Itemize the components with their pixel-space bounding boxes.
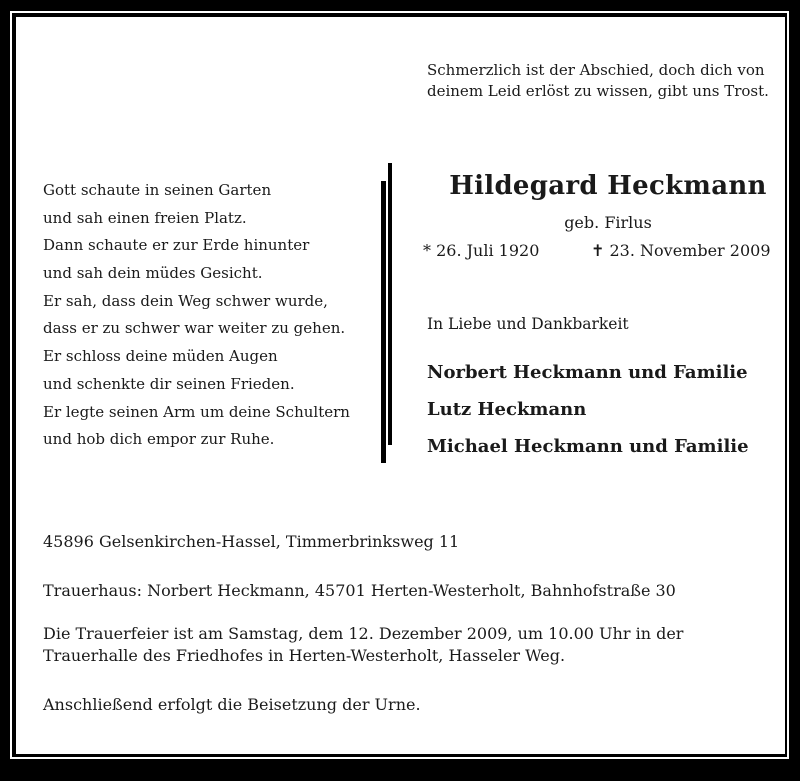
birth-date: * 26. Juli 1920 (423, 241, 540, 260)
mourning-house: Trauerhaus: Norbert Heckmann, 45701 Herten-Westerholt, Bahnhofstraße 30 (43, 581, 676, 600)
poem-line: Er sah, dass dein Weg schwer wurde, (43, 291, 328, 310)
deceased-address: 45896 Gelsenkirchen-Hassel, Timmerbrinksweg 11 (43, 532, 460, 551)
motto-line: Schmerzlich ist der Abschied, doch dich von (427, 61, 765, 79)
ceremony-details (43, 623, 683, 667)
poem-line: Er schloss deine müden Augen (43, 347, 278, 366)
dedication: In Liebe und Dankbarkeit (427, 315, 629, 333)
motto-line: deinem Leid erlöst zu wissen, gibt uns Trost. (427, 82, 769, 100)
motto-quote (427, 60, 769, 102)
poem-line: und schenkte dir seinen Frieden. (43, 374, 295, 393)
poem-line: Dann schaute er zur Erde hinunter (43, 236, 310, 255)
maiden-name: geb. Firlus (564, 213, 652, 232)
mourner-name: Lutz Heckmann (427, 399, 587, 420)
poem-line: und hob dich empor zur Ruhe. (43, 430, 275, 449)
ceremony-line: Trauerhalle des Friedhofes in Herten-Westerholt, Hasseler Weg. (43, 646, 566, 665)
poem-line: und sah dein müdes Gesicht. (43, 264, 263, 283)
mourner-name: Michael Heckmann und Familie (427, 436, 749, 457)
poem-line: dass er zu schwer war weiter zu gehen. (43, 319, 346, 338)
death-date: ✝ 23. November 2009 (591, 241, 771, 260)
mourner-name: Norbert Heckmann und Familie (427, 362, 748, 383)
burial-note: Anschließend erfolgt die Beisetzung der Urne. (43, 695, 421, 714)
poem (43, 177, 350, 454)
poem-line: und sah einen freien Platz. (43, 208, 247, 227)
poem-line: Gott schaute in seinen Garten (43, 181, 272, 199)
ceremony-line: Die Trauerfeier ist am Samstag, dem 12. Dezember 2009, um 10.00 Uhr in der (43, 624, 684, 643)
vertical-divider-right (388, 163, 392, 445)
vertical-divider-left (381, 181, 386, 463)
obituary-notice (16, 17, 785, 754)
poem-line: Er legte seinen Arm um deine Schultern (43, 402, 350, 421)
deceased-name: Hildegard Heckmann (449, 171, 767, 201)
